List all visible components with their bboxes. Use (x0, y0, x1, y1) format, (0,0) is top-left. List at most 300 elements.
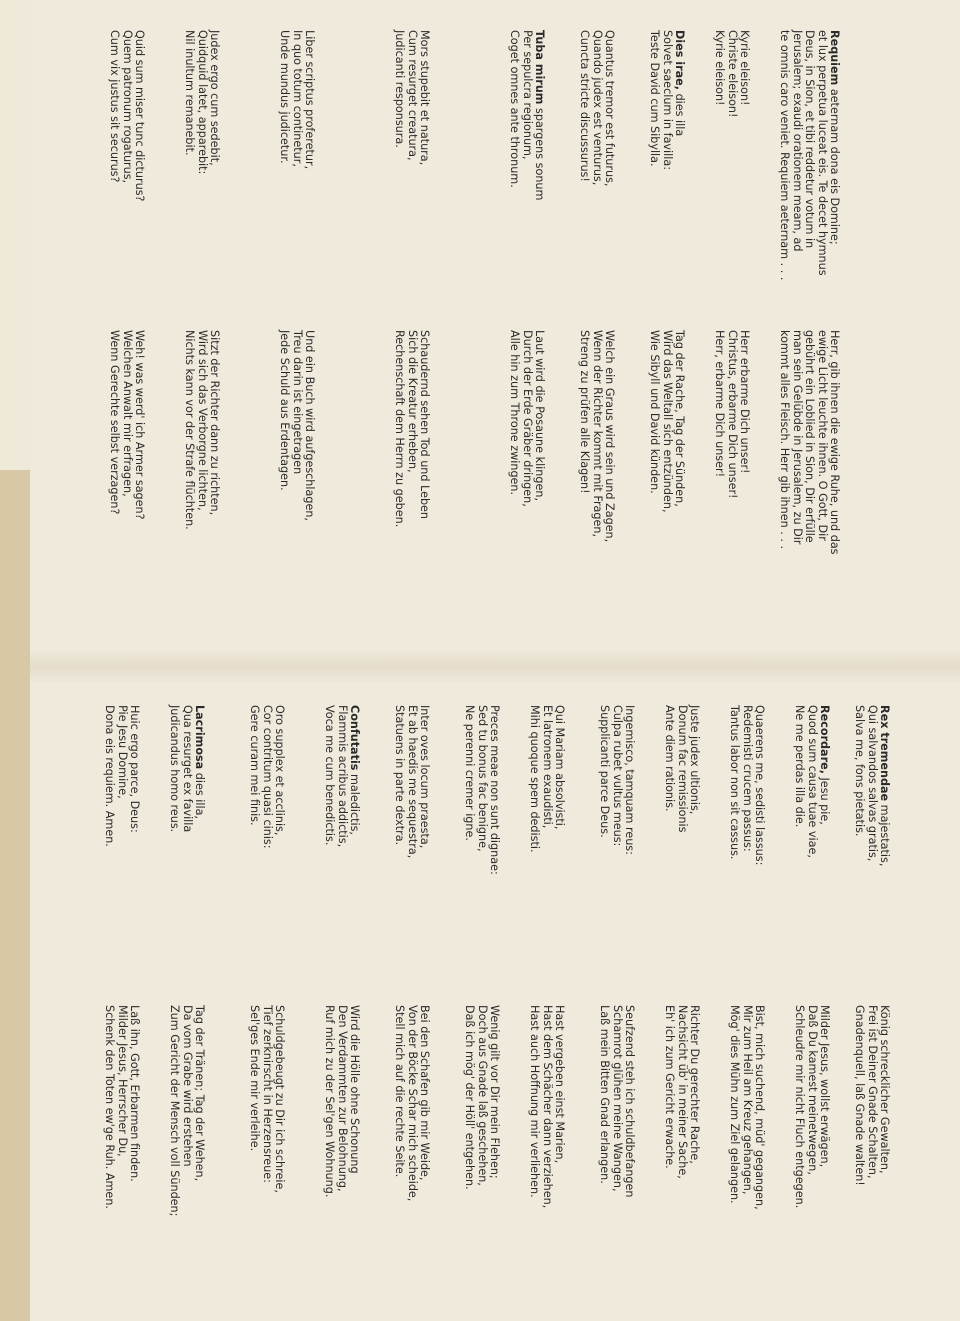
german-stanza (598, 1005, 635, 1305)
stanza-text: Hast auch Hoffnung mir verliehen. (528, 1005, 542, 1198)
stanza-line (663, 705, 675, 960)
stanza-text: Kyrie eleison! (738, 30, 751, 106)
stanza-line (115, 1005, 127, 1305)
stanza-text: Liber scriptus proferetur, (303, 30, 316, 170)
latin-stanza (648, 30, 685, 285)
german-stanza (793, 1005, 830, 1305)
stanza-line (120, 30, 132, 285)
german-stanza (728, 1005, 765, 1305)
stanza-text: Quid sum miser tunc dicturus? (133, 30, 146, 202)
stanza-text: König schrecklicher Gewalten, (878, 1005, 891, 1174)
stanza-line (168, 705, 180, 960)
stanza-line (108, 30, 120, 285)
stanza-line (553, 705, 565, 960)
stanza-line (208, 30, 220, 285)
stanza-line (528, 705, 540, 960)
stanza-incipit: Lacrimosa (193, 705, 206, 770)
stanza-line (103, 705, 115, 960)
stanza-line (828, 330, 840, 630)
stanza-line (610, 1005, 622, 1305)
stanza-text: Dona eis requiem. Amen. (103, 705, 117, 847)
stanza-text: Nichts kann vor der Strafe flüchten. (183, 330, 197, 530)
stanza-line (183, 30, 195, 285)
stanza-text: Frei ist Deiner Gnade Schalten, (865, 1005, 879, 1179)
stanza-text: Milder Jesus, wollst erwägen, (818, 1005, 831, 1168)
stanza-text: Cor contritum quasi cinis: (260, 705, 274, 849)
latin-stanza (778, 30, 840, 300)
stanza-line (133, 30, 145, 285)
stanza-line (675, 1005, 687, 1305)
stanza-line (393, 1005, 405, 1305)
stanza-text: Sel'ges Ende mir verleihe. (248, 1005, 262, 1152)
stanza-line (393, 30, 405, 285)
stanza-line (248, 1005, 260, 1305)
stanza-line (805, 705, 817, 960)
stanza-text: Cuncta stricte discussurus! (578, 30, 592, 182)
stanza-line (418, 705, 430, 960)
stanza-text: Supplicanti parce Deus. (598, 705, 612, 838)
stanza-text: Schenk den Toten ew'ge Ruh. Amen. (103, 1005, 117, 1209)
stanza-line (740, 1005, 752, 1305)
stanza-line (815, 30, 827, 300)
top-page (0, 30, 960, 630)
stanza-text: gebührt ein Loblied in Sion, Dir erfülle (803, 330, 817, 543)
stanza-text: Doch aus Gnade laß geschehen, (475, 1005, 489, 1186)
stanza-row (25, 30, 145, 630)
stanza-line (673, 330, 685, 630)
stanza-line (193, 705, 205, 960)
stanza-text: Flammis acribus addictis, (335, 705, 349, 848)
latin-stanza (853, 705, 890, 960)
stanza-text: Milder Jesus, Herrscher Du, (115, 1005, 129, 1157)
stanza-text: Tag der Tränen; Tag der Wehen, (193, 1005, 206, 1182)
stanza-line (610, 705, 622, 960)
stanza-line (578, 30, 590, 285)
stanza-line (853, 705, 865, 960)
stanza-text: Coget omnes ante thronum. (508, 30, 522, 188)
stanza-line (603, 30, 615, 285)
stanza-text: Mög' dies Mühn zum Ziel gelangen. (728, 1005, 742, 1204)
stanza-text: Eh' ich zum Gericht erwache. (663, 1005, 677, 1169)
stanza-line (623, 705, 635, 960)
stanza-text: Statuens in parte dextra. (393, 705, 407, 846)
stanza-text: Wird das Weltall sich entzünden, (660, 330, 674, 513)
stanza-text: Mir zum Heil am Kreuz gehangen, (740, 1005, 754, 1195)
stanza-line (520, 30, 532, 285)
stanza-line (508, 30, 520, 285)
stanza-text: Cum vix justus sit securus? (108, 30, 122, 183)
stanza-text: Tief zerknirscht in Herzensreue: (260, 1005, 274, 1183)
latin-stanza (598, 705, 635, 960)
stanza-text: Judex ergo cum sedebit, (208, 30, 221, 166)
stanza-line (405, 705, 417, 960)
stanza-text: Gere curam mei finis. (248, 705, 262, 826)
stanza-line (598, 705, 610, 960)
stanza-line (260, 705, 272, 960)
stanza-text: Cum resurget creatura, (405, 30, 419, 161)
stanza-row (765, 30, 840, 630)
stanza-line (273, 705, 285, 960)
stanza-incipit: Rex tremendae (878, 705, 891, 802)
stanza-line (623, 1005, 635, 1305)
latin-stanza (463, 705, 500, 960)
latin-stanza (183, 30, 220, 285)
stanza-line (418, 1005, 430, 1305)
german-stanza (853, 1005, 890, 1305)
stanza-text: Pie Jesu Domine, (115, 705, 129, 799)
stanza-line (463, 1005, 475, 1305)
stanza-line (405, 330, 417, 630)
stanza-line (728, 705, 740, 960)
stanza-line (103, 1005, 115, 1305)
stanza-line (753, 1005, 765, 1305)
stanza-line (818, 705, 830, 960)
stanza-line (753, 705, 765, 960)
stanza-line (648, 330, 660, 630)
stanza-text: Durch der Erde Gräber dringen, (520, 330, 534, 507)
stanza-text: Per sepulcra regionum, (520, 30, 534, 160)
stanza-text: Kyrie eleison! (713, 30, 727, 106)
stanza-line (865, 1005, 877, 1305)
stanza-text: Christe eleison! (725, 30, 739, 118)
stanza-text: Herr, gib ihnen die ewige Ruhe, und das (828, 330, 841, 555)
stanza-text: Treu darin ist eingetragen (290, 330, 304, 475)
stanza-line (533, 330, 545, 630)
stanza-line (598, 1005, 610, 1305)
stanza-line (418, 30, 430, 285)
stanza-line (463, 705, 475, 960)
stanza-text: kommt alles Fleisch. Herr gib ihnen . . . (778, 330, 792, 550)
latin-stanza (393, 30, 430, 285)
stanza-text: Tag der Rache, Tag der Sünden, (673, 330, 686, 507)
stanza-text: Et ab haedis me sequestra, (405, 705, 419, 859)
stanza-line (660, 30, 672, 285)
stanza-text: Mihi quoque spem dedisti. (528, 705, 542, 853)
stanza-text: Von der Böcke Schar mich scheide, (405, 1005, 419, 1202)
stanza-line (195, 30, 207, 285)
stanza-text: Herr erbarme Dich unser! (738, 330, 751, 474)
stanza-line (675, 705, 687, 960)
stanza-text: Welchen Anwalt mir erfragen, (120, 330, 134, 497)
stanza-text: man sein Gelübde in Jerusalem, zu Dir (790, 330, 804, 545)
german-stanza (323, 1005, 360, 1305)
stanza-text: Nil inultum remanebit. (183, 30, 197, 156)
german-stanza (393, 1005, 430, 1305)
stanza-text: Schleudre mir nicht Fluch entgegen. (793, 1005, 807, 1209)
stanza-text: Hast vergeben einst Marien, (553, 1005, 566, 1164)
stanza-text: Laut wird die Posaune klingen, (533, 330, 546, 502)
stanza-line (405, 30, 417, 285)
stanza-line (115, 705, 127, 960)
german-stanza (713, 330, 750, 630)
stanza-text: Wenn Gerechte selbst verzagen? (108, 330, 122, 515)
stanza-line (278, 30, 290, 285)
stanza-line (528, 1005, 540, 1305)
stanza-line (793, 1005, 805, 1305)
stanza-line (815, 330, 827, 630)
stanza-line (793, 705, 805, 960)
german-stanza (278, 330, 315, 630)
stanza-text: Redemisti crucem passus: (740, 705, 754, 852)
stanza-text: Voca me cum benedictis. (323, 705, 337, 846)
stanza-text: Laß mein Bitten Gnad erlangen. (598, 1005, 612, 1184)
latin-stanza (278, 30, 315, 285)
stanza-text: In quo totum continetur, (290, 30, 304, 167)
stanza-text: Streng zu prüfen alle Klagen! (578, 330, 592, 494)
stanza-text: Schuldgebeugt zu Dir ich schreie, (273, 1005, 286, 1193)
stanza-line (688, 705, 700, 960)
stanza-text: Qui Mariam absolvisti, (553, 705, 566, 830)
latin-stanza (248, 705, 285, 960)
latin-stanza (713, 30, 750, 285)
stanza-text: Stell mich auf die rechte Seite. (393, 1005, 407, 1178)
stanza-line (590, 30, 602, 285)
stanza-line (663, 1005, 675, 1305)
stanza-text: Rechenschaft dem Herrn zu geben. (393, 330, 407, 528)
stanza-line (828, 30, 840, 300)
stanza-line (540, 1005, 552, 1305)
stanza-text: Zum Gericht der Mensch voll Sünden; (168, 1005, 182, 1217)
stanza-line (725, 30, 737, 285)
latin-stanza (663, 705, 700, 960)
stanza-incipit: Requiem (828, 30, 841, 86)
stanza-line (778, 30, 790, 300)
stanza-line (738, 330, 750, 630)
stanza-line (335, 705, 347, 960)
stanza-row (20, 705, 140, 1305)
german-stanza (648, 330, 685, 630)
stanza-line (128, 1005, 140, 1305)
stanza-line (738, 30, 750, 285)
german-stanza (528, 1005, 565, 1305)
stanza-text: dies illa, (193, 769, 206, 819)
stanza-text: Donum fac remissionis (675, 705, 689, 833)
german-stanza (578, 330, 615, 630)
stanza-line (180, 1005, 192, 1305)
stanza-text: majestatis, (878, 801, 891, 867)
stanza-line (488, 1005, 500, 1305)
stanza-line (508, 330, 520, 630)
stanza-text: Wie Sibyll und David künden. (648, 330, 662, 494)
stanza-incipit: Dies irae, (673, 30, 686, 91)
stanza-text: Qui salvandos salvas gratis, (865, 705, 879, 862)
stanza-text: ewige Licht leuchte ihnen. O Gott, Dir (815, 330, 829, 541)
stanza-line (803, 330, 815, 630)
stanza-line (393, 330, 405, 630)
stanza-line (475, 1005, 487, 1305)
stanza-line (520, 330, 532, 630)
stanza-text: Daß Du kamest meinetwegen, (805, 1005, 819, 1175)
stanza-text: aeternam dona eis Domine; (828, 85, 841, 245)
stanza-text: Salva me, fons pietatis. (853, 705, 867, 837)
stanza-text: Welch ein Graus wird sein und Zagen, (603, 330, 616, 543)
stanza-line (168, 1005, 180, 1305)
stanza-text: Quidquid latet, apparebit: (195, 30, 209, 175)
stanza-line (273, 1005, 285, 1305)
stanza-text: Schamrot glühen meine Wangen, (610, 1005, 624, 1192)
stanza-text: Tantus labor non sit cassus. (728, 705, 742, 860)
stanza-line (405, 1005, 417, 1305)
stanza-row (425, 30, 545, 630)
stanza-text: Bist, mich suchend, müd' gegangen, (753, 1005, 766, 1210)
stanza-line (323, 705, 335, 960)
stanza-line (688, 1005, 700, 1305)
stanza-text: Wenig gilt vor Dir mein Flehen; (488, 1005, 501, 1179)
latin-stanza (793, 705, 830, 960)
stanza-line (553, 1005, 565, 1305)
stanza-line (790, 30, 802, 300)
latin-stanza (728, 705, 765, 960)
stanza-text: Richter Du gerechter Rache, (688, 1005, 701, 1164)
bottom-page (0, 705, 960, 1305)
stanza-line (713, 30, 725, 285)
stanza-text: Jerusalem; exaudi orationem meam, ad (790, 30, 804, 252)
stanza-text: Sed tu bonus fac benigne, (475, 705, 489, 852)
stanza-line (713, 330, 725, 630)
latin-stanza (578, 30, 615, 285)
stanza-text: Quando judex est venturus, (590, 30, 604, 186)
latin-stanza (323, 705, 360, 960)
stanza-text: Solvet saeclum in favilla: (660, 30, 674, 170)
stanza-text: Ne perenni cremer igne. (463, 705, 477, 841)
stanza-text: Inter oves locum praesta, (418, 705, 431, 849)
stanza-text: Judicandus homo reus. (168, 705, 182, 833)
stanza-line (183, 330, 195, 630)
stanza-text: Ruf mich zu der Sel'gen Wohnung. (323, 1005, 337, 1198)
german-stanza (103, 1005, 140, 1305)
stanza-incipit: Recordare, (818, 705, 831, 774)
stanza-line (578, 330, 590, 630)
stanza-text: Unde mundus judicetur. (278, 30, 292, 164)
stanza-line (133, 330, 145, 630)
latin-stanza (393, 705, 430, 960)
stanza-text: Wird die Hölle ohne Schonung (348, 1005, 361, 1174)
stanza-text: Sich die Kreatur erheben, (405, 330, 419, 473)
stanza-line (660, 330, 672, 630)
stanza-text: dies illa (673, 90, 686, 137)
stanza-text: maledictis, (348, 770, 361, 835)
stanza-line (303, 330, 315, 630)
stanza-text: Ne me perdas illa die. (793, 705, 807, 828)
german-stanza (168, 1005, 205, 1305)
stanza-text: Alle hin zum Throne zwingen. (508, 330, 522, 496)
stanza-line (603, 330, 615, 630)
stanza-text: Hast dem Schächer dann verziehen, (540, 1005, 554, 1209)
stanza-incipit: Confutatis (348, 705, 361, 771)
stanza-row (310, 30, 430, 630)
stanza-line (725, 330, 737, 630)
stanza-text: Da vom Grabe wird erstehen (180, 1005, 194, 1167)
german-stanza (508, 330, 545, 630)
stanza-line (648, 30, 660, 285)
german-stanza (463, 1005, 500, 1305)
stanza-text: Christus, erbarme Dich unser! (725, 330, 739, 499)
stanza-text: Quaerens me, sedisti lassus: (753, 705, 766, 866)
stanza-text: Mors stupebit et natura, (418, 30, 431, 166)
stanza-line (488, 705, 500, 960)
stanza-text: Ante diem rationis. (663, 705, 677, 812)
stanza-line (303, 30, 315, 285)
latin-stanza (103, 705, 140, 960)
stanza-line (393, 705, 405, 960)
stanza-text: Judicanti responsura. (393, 30, 407, 148)
stanza-line (790, 330, 802, 630)
stanza-line (260, 1005, 272, 1305)
stanza-text: Jede Schuld aus Erdentagen. (278, 330, 292, 491)
stanza-line (418, 330, 430, 630)
stanza-text: Herr, erbarme Dich unser! (713, 330, 727, 478)
latin-stanza (108, 30, 145, 285)
stanza-text: Seufzend steh ich schuldbefangen (623, 1005, 636, 1198)
german-stanza (778, 330, 840, 630)
stanza-text: te omnis caro veniet. Requiem aeternam . . . (778, 30, 792, 281)
stanza-text: Quod sum causa tuae viae, (805, 705, 819, 858)
latin-stanza (168, 705, 205, 960)
stanza-line (818, 1005, 830, 1305)
german-stanza (663, 1005, 700, 1305)
stanza-incipit: Tuba mirum (533, 30, 546, 105)
stanza-text: Weh! was werd' ich Armer sagen? (133, 330, 146, 520)
stanza-text: et lux perpetua luceat eis. Te decet hymnus (815, 30, 829, 276)
stanza-text: Daß ich mög' der Höll' entgehen. (463, 1005, 477, 1190)
german-stanza (183, 330, 220, 630)
stanza-text: Quantus tremor est futurus, (603, 30, 616, 187)
stanza-text: Bei den Schafen gib mir Weide, (418, 1005, 431, 1181)
stanza-line (348, 705, 360, 960)
stanza-line (865, 705, 877, 960)
stanza-line (590, 330, 602, 630)
latin-stanza (508, 30, 545, 285)
stanza-text: Sitzt der Richter dann zu richten, (208, 330, 221, 516)
stanza-text: Qua resurget ex favilla (180, 705, 194, 833)
stanza-line (290, 30, 302, 285)
stanza-text: Laß ihn, Gott, Erbarmen finden. (128, 1005, 141, 1182)
german-stanza (248, 1005, 285, 1305)
stanza-line (193, 1005, 205, 1305)
stanza-line (335, 1005, 347, 1305)
stanza-text: Den Verdammten zur Belohnung, (335, 1005, 349, 1192)
stanza-text: Juste judex ultionis, (688, 705, 701, 815)
stanza-text: Quem patronum rogaturus, (120, 30, 134, 184)
stanza-line (248, 705, 260, 960)
stanza-line (728, 1005, 740, 1305)
stanza-text: Wird sich das Verborgne lichten, (195, 330, 209, 511)
stanza-line (208, 330, 220, 630)
stanza-line (180, 705, 192, 960)
stanza-line (195, 330, 207, 630)
stanza-text: Gnadenquell, laß Gnade walten! (853, 1005, 867, 1186)
stanza-text: Jesu pie, (818, 773, 831, 825)
stanza-text: Huic ergo parce, Deus: (128, 705, 141, 833)
stanza-line (120, 330, 132, 630)
stanza-line (853, 1005, 865, 1305)
stanza-text: Et latronem exaudisti, (540, 705, 554, 829)
stanza-line (278, 330, 290, 630)
stanza-line (740, 705, 752, 960)
stanza-text: Preces meae non sunt dignae: (488, 705, 501, 875)
stanza-line (323, 1005, 335, 1305)
stanza-line (533, 30, 545, 285)
stanza-text: Ingemisco, tamquam reus: (623, 705, 636, 855)
stanza-text: Wenn der Richter kommt mit Fragen, (590, 330, 604, 538)
stanza-line (878, 705, 890, 960)
german-stanza (108, 330, 145, 630)
stanza-text: Teste David cum Sibylla. (648, 30, 662, 167)
stanza-text: Deus, in Sion, et tibi reddetur votum in (803, 30, 817, 249)
german-stanza (393, 330, 430, 630)
stanza-line (805, 1005, 817, 1305)
stanza-line (803, 30, 815, 300)
